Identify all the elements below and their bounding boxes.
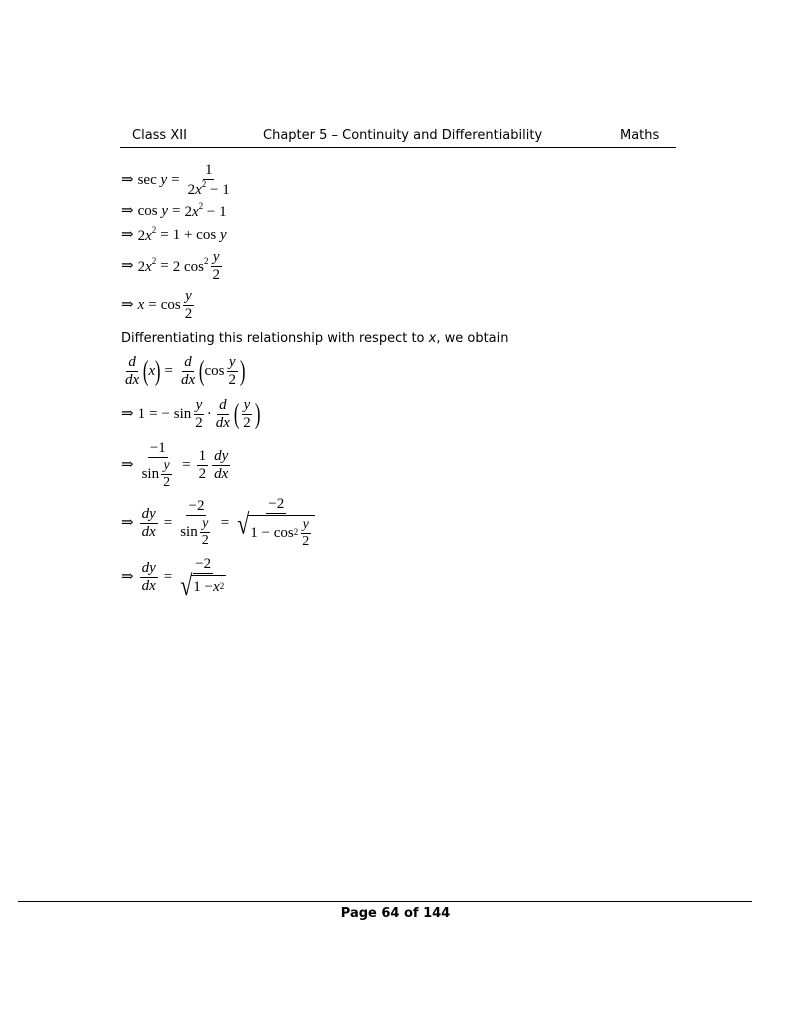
equation-cos-y: ⇒ cos y = $2x^2 - 1$ (121, 201, 227, 220)
equation-2x2-1pluscos: ⇒ $2x^2$ = 1 + cos y (121, 225, 227, 244)
equation-rearranged: ⇒ −1 sin $\frac{y}{2}$ = $\frac{1}{2}$ $\frac{dy}{dx}$ (121, 440, 229, 490)
chapter-title: Chapter 5 – Continuity and Differentiability (263, 128, 543, 143)
page-number: Page 64 of 144 (340, 906, 451, 921)
equation-derivative-both-sides: $\frac{d}{dx}$ ( x ) = $\frac{d}{dx}$ ( cos $\frac{y}{2}$ ) (125, 354, 246, 388)
text-variable: x (428, 331, 437, 346)
page-header (120, 128, 676, 148)
equation-sec-y: ⇒ sec y = $\frac{1}{2x^2 - 1}$ (121, 162, 230, 198)
footer-divider (18, 901, 752, 902)
text-part-1: Differentiating this relationship with respect to (121, 331, 429, 346)
equation-dydx-sqrt: ⇒ $\frac{dy}{dx}$ = −2 sin $\frac{y}{2}$ = −2 √ 1 − cos $^2$ $\frac{y}{2}$ (121, 497, 319, 549)
equation-final-result: ⇒ $\frac{dy}{dx}$ = −2 √ 1 − x $^2$ (121, 556, 225, 602)
text-part-2: , we obtain (436, 331, 509, 346)
equation-chain-rule: ⇒ 1 = − sin $\frac{y}{2}$ · $\frac{d}{dx}$ ( $\frac{y}{2}$ ) (121, 397, 261, 431)
class-label: Class XII (132, 128, 187, 143)
equation-2x2-2cos2: ⇒ $2x^2$ = 2 $\cos^2$ $\frac{y}{2}$ (121, 249, 220, 283)
equation-x-cos: ⇒ x = cos $\frac{y}{2}$ (121, 288, 193, 322)
differentiating-text (121, 331, 509, 346)
subject-label: Maths (620, 128, 660, 143)
